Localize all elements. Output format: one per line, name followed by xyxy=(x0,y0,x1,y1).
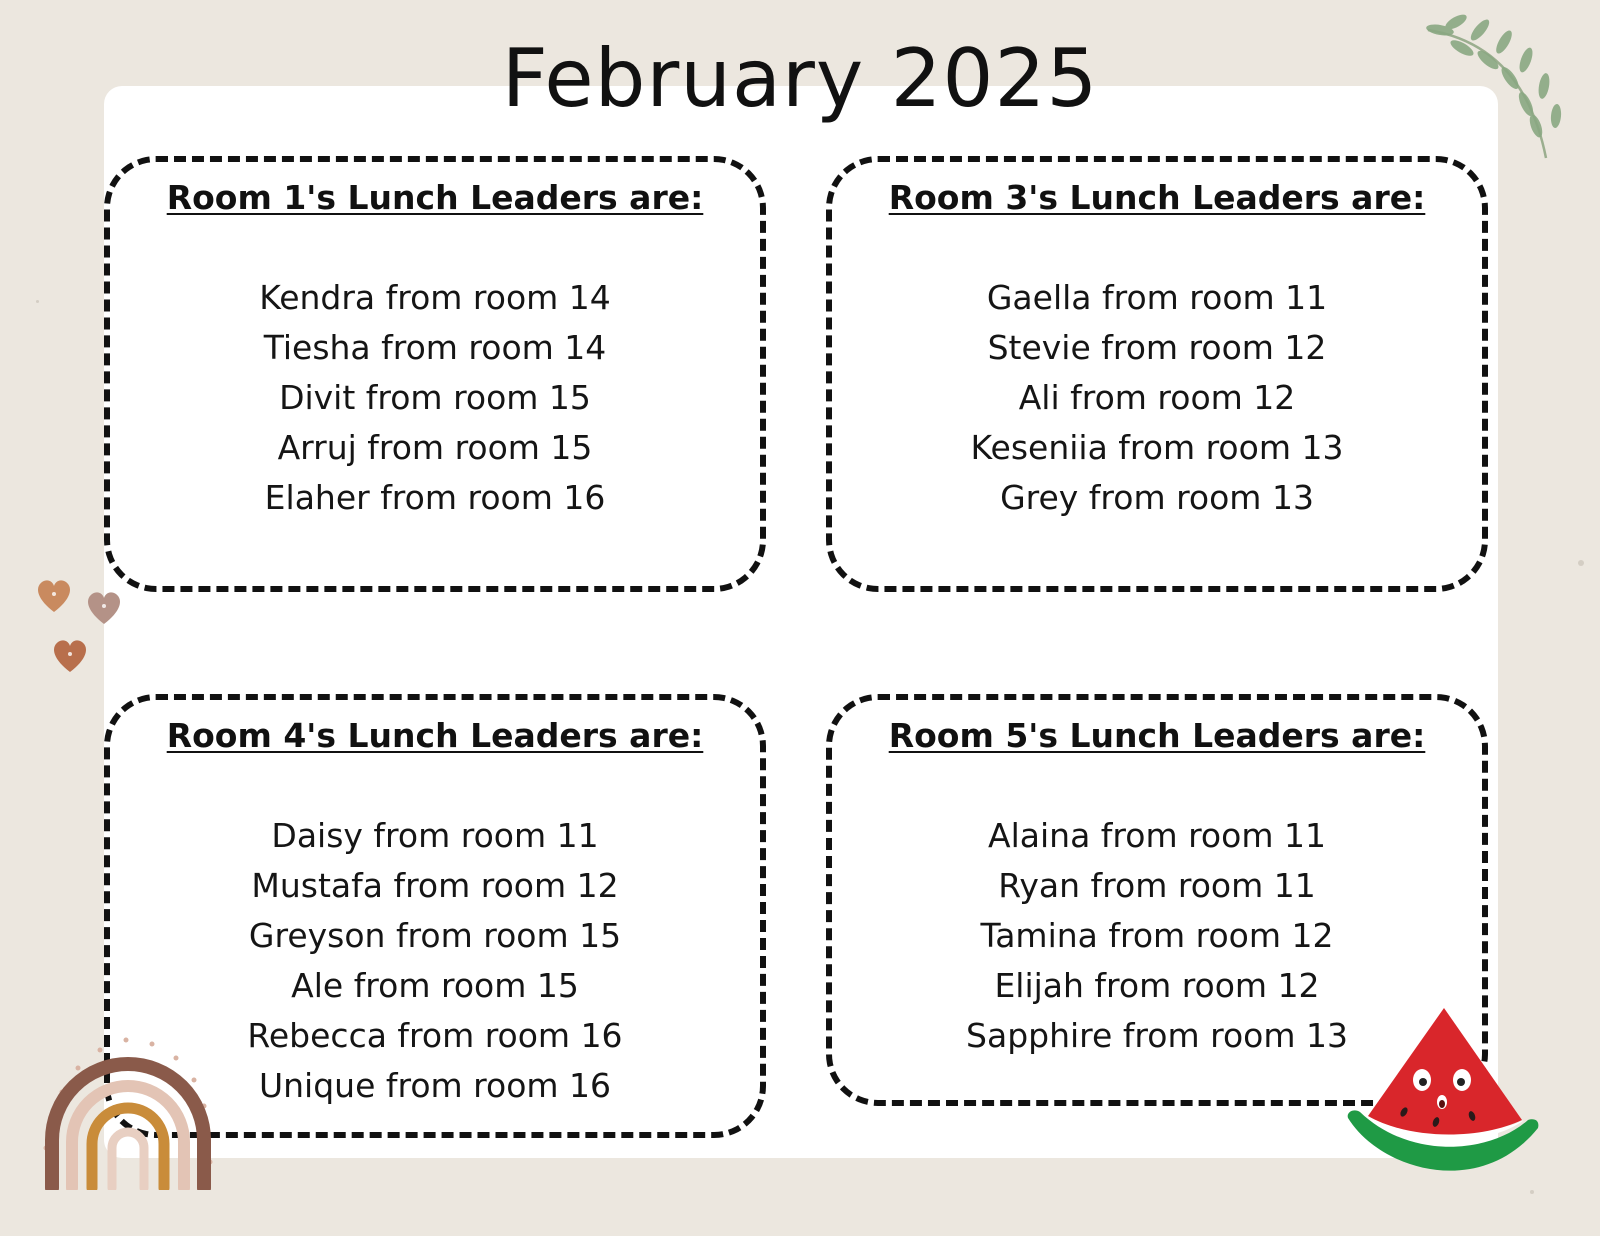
leader-list xyxy=(832,273,1482,523)
leader-item: Sapphire from room 13 xyxy=(966,1016,1348,1055)
leader-item: Mustafa from room 12 xyxy=(251,866,619,905)
leader-item: Tamina from room 12 xyxy=(980,916,1334,955)
paper-speck xyxy=(1578,560,1584,566)
leader-list xyxy=(110,273,760,523)
card-room-3 xyxy=(826,156,1488,592)
leader-item: Tiesha from room 14 xyxy=(263,328,607,367)
leader-item: Unique from room 16 xyxy=(258,1066,612,1105)
leader-item: Ali from room 12 xyxy=(1018,378,1296,417)
leader-item: Elaher from room 16 xyxy=(264,478,606,517)
leader-item: Greyson from room 15 xyxy=(248,916,622,955)
rainbow-icon xyxy=(34,1030,224,1190)
leader-item: Arruj from room 15 xyxy=(277,428,593,467)
leader-item: Daisy from room 11 xyxy=(271,816,599,855)
card-heading: Room 1's Lunch Leaders are: xyxy=(166,178,704,217)
leader-item: Stevie from room 12 xyxy=(987,328,1327,367)
leader-item: Ale from room 15 xyxy=(291,966,579,1005)
leader-item: Grey from room 13 xyxy=(1000,478,1314,517)
leader-item: Kendra from room 14 xyxy=(259,278,611,317)
hearts-icon xyxy=(30,568,130,678)
paper-speck xyxy=(36,300,39,303)
page-title: February 2025 xyxy=(501,32,1099,125)
leaf-branch-icon xyxy=(1418,8,1568,168)
leader-item: Keseniia from room 13 xyxy=(970,428,1344,467)
card-room-1 xyxy=(104,156,766,592)
leader-item: Alaina from room 11 xyxy=(988,816,1326,855)
leader-item: Divit from room 15 xyxy=(279,378,591,417)
leader-item: Ryan from room 11 xyxy=(998,866,1316,905)
leader-item: Gaella from room 11 xyxy=(986,278,1328,317)
card-heading: Room 3's Lunch Leaders are: xyxy=(888,178,1426,217)
watermelon-icon xyxy=(1340,1000,1552,1196)
leader-item: Rebecca from room 16 xyxy=(247,1016,623,1055)
leader-item: Elijah from room 12 xyxy=(994,966,1320,1005)
card-heading: Room 5's Lunch Leaders are: xyxy=(888,716,1426,755)
card-heading: Room 4's Lunch Leaders are: xyxy=(166,716,704,755)
